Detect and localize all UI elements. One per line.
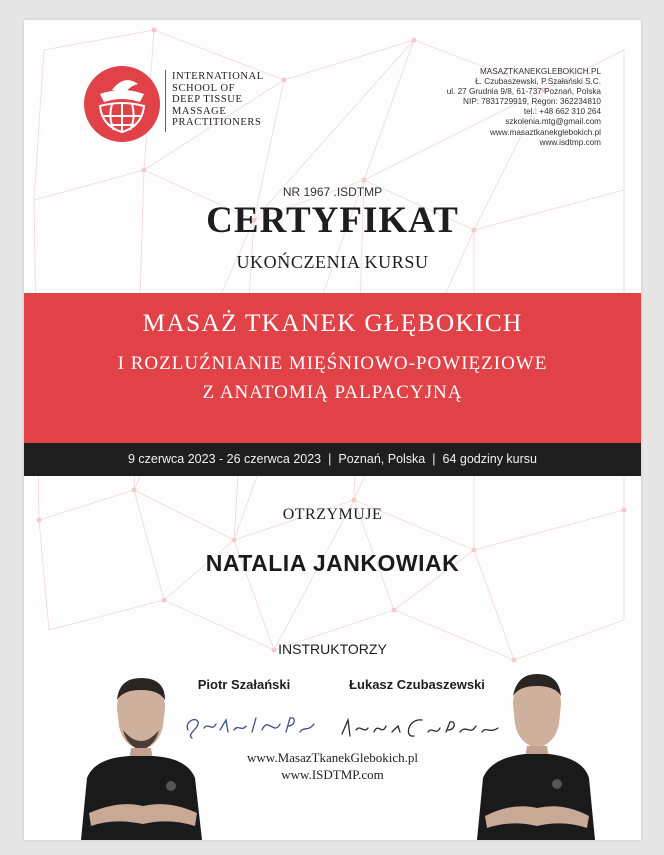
school-name-line: SCHOOL OF bbox=[172, 82, 236, 94]
course-hours: 64 godziny kursu bbox=[442, 452, 538, 466]
recipient-name: NATALIA JANKOWIAK bbox=[205, 550, 460, 576]
school-name bbox=[172, 71, 264, 129]
school-name-line: PRACTITIONERS bbox=[172, 117, 262, 129]
school-name-line: INTERNATIONAL bbox=[172, 71, 264, 82]
instructor-photo-left bbox=[79, 648, 204, 840]
course-details-bar bbox=[24, 443, 641, 476]
certificate-number: NR 1967 .ISDTMP bbox=[282, 185, 383, 199]
certificate-page bbox=[24, 20, 641, 840]
logo-divider bbox=[165, 70, 166, 132]
course-location: Poznań, Polska bbox=[338, 452, 426, 466]
instructors-label: INSTRUKTORZY bbox=[278, 641, 387, 657]
contact-website: www.masaztkanekglebokich.pl bbox=[489, 127, 601, 137]
globe-hands-logo-icon bbox=[82, 64, 162, 144]
school-name-line: MASSAGE bbox=[172, 105, 227, 117]
instructor-photo-right bbox=[477, 648, 595, 840]
details-separator: | bbox=[328, 452, 332, 466]
course-title-line: MASAŻ TKANEK GŁĘBOKICH bbox=[142, 308, 523, 337]
contact-tax-id: NIP: 7831729919, Regon: 362234810 bbox=[463, 97, 601, 107]
recipient-label: OTRZYMUJE bbox=[282, 506, 383, 523]
course-title-band bbox=[24, 293, 641, 443]
contact-website: www.isdtmp.com bbox=[539, 137, 601, 147]
details-separator: | bbox=[432, 452, 436, 466]
certificate-subtitle: UKOŃCZENIA KURSU bbox=[236, 252, 429, 272]
contact-phone: tel.: +48 662 310 264 bbox=[523, 107, 601, 117]
course-title-line: Z ANATOMIĄ PALPACYJNĄ bbox=[202, 382, 463, 403]
course-dates: 9 czerwca 2023 - 26 czerwca 2023 bbox=[127, 452, 322, 466]
instructor-name-first: Piotr Szałański bbox=[197, 677, 291, 692]
contact-company: Ł. Czubaszewski, P.Szałański S.C. bbox=[475, 77, 601, 87]
school-name-line: DEEP TISSUE bbox=[172, 94, 243, 106]
website-secondary: www.ISDTMP.com bbox=[281, 767, 384, 782]
certificate-title: CERTYFIKAT bbox=[206, 200, 459, 241]
website-primary: www.MasazTkanekGlebokich.pl bbox=[247, 750, 418, 765]
contact-address: ul. 27 Grudnia 9/8, 61-737 Poznań, Polska bbox=[446, 87, 601, 97]
contact-block bbox=[447, 67, 601, 148]
contact-email: szkolenia.mtg@gmail.com bbox=[505, 117, 601, 127]
contact-domain: MASAZTKANEKGLEBOKICH.PL bbox=[479, 67, 601, 76]
course-title-line: I ROZLUŹNIANIE MIĘŚNIOWO-POWIĘZIOWE bbox=[117, 353, 548, 374]
instructor-name-second: Łukasz Czubaszewski bbox=[349, 677, 485, 692]
